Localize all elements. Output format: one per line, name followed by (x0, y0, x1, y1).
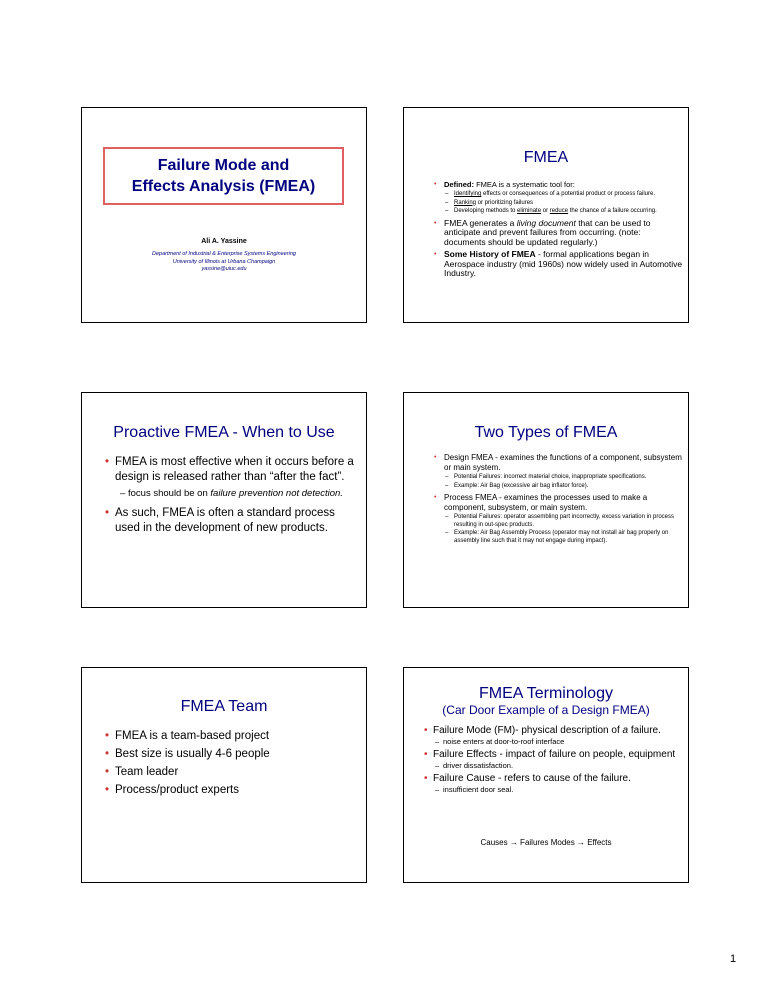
sub-text: Potential Failures: incorrect material choice, inappropriate specifications. (454, 474, 647, 480)
bullet-icon: • (424, 749, 428, 760)
bullet-text: FMEA is a systematic tool for: (474, 180, 575, 189)
bullet-icon: • (105, 748, 110, 760)
bullet-item (424, 749, 683, 770)
bullet-text: Best size is usually 4-6 people (115, 748, 270, 760)
sub-text: Developing methods to (454, 208, 518, 214)
sub-text: the chance of a failure occurring. (568, 208, 657, 214)
bullet-text: Process FMEA - examines the processes used to make a component, subsystem, or main system. (444, 493, 648, 512)
bullet-icon: • (105, 784, 110, 796)
bullet-item (434, 180, 684, 216)
causes-effects-flow: Causes → Failures Modes → Effects (480, 838, 612, 847)
sub-list (435, 761, 683, 770)
bullet-icon: • (434, 219, 437, 227)
bullet-icon: • (424, 725, 428, 736)
bullet-italic: living document (516, 217, 576, 228)
sub-item (445, 482, 684, 491)
bullet-item (424, 773, 683, 794)
sub-text: or (541, 208, 550, 214)
sub-text: insufficient door seal. (443, 785, 514, 794)
bullet-item (105, 783, 355, 798)
bullet-bold: Defined: (444, 180, 474, 189)
sub-item (445, 191, 684, 199)
bullet-list (424, 725, 683, 797)
dash-icon: – (445, 514, 449, 520)
bullet-icon: • (105, 506, 110, 519)
author-name: Ali A. Yassine (201, 238, 247, 245)
sub-list (445, 191, 684, 216)
sub-text: Example: Air Bag Assembly Process (operator may not install air bag properly on assembly line such that it may not engage during impact). (454, 530, 669, 544)
bullet-text: Process/product experts (115, 784, 240, 796)
bullet-item (434, 453, 684, 490)
slide-title: Proactive FMEA - When to Use (113, 424, 335, 441)
slide-fmea-definition (403, 107, 689, 323)
sub-underline: reduce (549, 208, 569, 214)
dash-icon: – (445, 482, 449, 489)
sub-list (120, 488, 360, 500)
bullet-item (434, 493, 684, 545)
bullet-item (424, 725, 683, 746)
affiliation-university: University of Illinois at Urbana Champaign (172, 258, 276, 265)
bullet-icon: • (434, 494, 437, 501)
bullet-italic: a (622, 725, 629, 736)
sub-list (445, 514, 684, 545)
bullet-icon: • (434, 251, 437, 258)
bullet-text: Design FMEA - examines the functions of a component, subsystem or main system. (444, 453, 682, 472)
bullet-item (105, 455, 360, 500)
dash-icon: – (120, 488, 126, 499)
sub-italic: failure prevention not detection. (210, 488, 343, 499)
sub-item (445, 474, 684, 482)
bullet-item (434, 249, 684, 279)
bullet-list (434, 453, 684, 548)
bullet-icon: • (105, 766, 110, 778)
sub-underline: Identifying (454, 191, 482, 197)
sub-text: Example: Air Bag (excessive air bag inflator force). (454, 482, 589, 489)
slide-title: FMEA (523, 149, 569, 166)
sub-text: effects or consequences of a potential product or process failure. (481, 191, 656, 197)
bullet-item (105, 765, 355, 780)
bullet-text: Team leader (115, 766, 179, 778)
sub-item (435, 785, 683, 794)
bullet-icon: • (105, 730, 110, 742)
page-number: 1 (730, 953, 737, 965)
sub-item (445, 530, 684, 545)
dash-icon: – (435, 737, 440, 746)
affiliation (82, 251, 366, 274)
main-title-line2: Effects Analysis (FMEA) (131, 178, 316, 195)
bullet-text: FMEA is most effective when it occurs before a design is released rather than “after the fact”. (115, 456, 354, 483)
bullet-bold: Some History of FMEA (444, 249, 536, 259)
sub-item (435, 737, 683, 746)
sub-item (445, 514, 684, 529)
sub-item (120, 488, 360, 500)
sub-item (445, 199, 684, 208)
bullet-list (434, 180, 684, 282)
bullet-text: Failure Effects - impact of failure on people, equipment (433, 749, 676, 760)
sub-underline: eliminate (517, 208, 542, 214)
bullet-text: - formal applications began in Aerospace industry (mid 1960s) now widely used in Automotive Industry. (444, 249, 683, 278)
dash-icon: – (435, 761, 440, 770)
dash-icon: – (445, 208, 449, 214)
dash-icon: – (445, 530, 449, 536)
author-email: yassine@uiuc.edu (201, 266, 247, 272)
main-title-line1: Failure Mode and (157, 157, 290, 174)
sub-item (445, 208, 684, 216)
bullet-item (434, 217, 684, 248)
bullet-text: Failure Cause - refers to cause of the failure. (433, 773, 631, 784)
bullet-text: FMEA is a team-based project (115, 730, 270, 742)
slide-two-types (403, 392, 689, 608)
bullet-item (105, 729, 355, 744)
bullet-text: failure. (628, 725, 661, 736)
slide-title: FMEA Team (180, 698, 268, 715)
sub-list (435, 785, 683, 794)
slide-title: FMEA Terminology (479, 685, 613, 702)
bullet-text: Failure Mode (FM)- physical description of (433, 725, 623, 736)
slide-fmea-terminology (403, 667, 689, 883)
dash-icon: – (445, 191, 449, 197)
bullet-icon: • (434, 181, 437, 188)
sub-list (445, 474, 684, 490)
sub-text: or prioritizing failures (476, 199, 534, 206)
bullet-item (105, 747, 355, 762)
dash-icon: – (445, 199, 449, 206)
slide-subtitle: (Car Door Example of a Design FMEA) (442, 703, 650, 717)
sub-text: noise enters at door-to-roof interface (443, 737, 565, 746)
sub-item (435, 761, 683, 770)
bullet-text: that can be used to anticipate and prevent failures from occurring. (note: documents should be updated regularly.) (444, 217, 651, 247)
affiliation-department: Department of Industrial & Enterprise Systems Engineering (152, 251, 296, 257)
slide-title-page (81, 107, 367, 323)
sub-text: focus should be on (128, 488, 211, 499)
sub-underline: Ranking (454, 199, 477, 206)
sub-text: driver dissatisfaction. (443, 761, 514, 770)
bullet-icon: • (424, 773, 428, 784)
bullet-text: FMEA generates a (444, 217, 517, 228)
title-box (103, 147, 344, 205)
bullet-list (105, 729, 355, 801)
dash-icon: – (445, 474, 449, 480)
slide-proactive-fmea (81, 392, 367, 608)
bullet-list (105, 455, 360, 542)
bullet-icon: • (434, 454, 437, 461)
slide-title: Two Types of FMEA (474, 424, 618, 441)
bullet-icon: • (105, 456, 110, 468)
sub-text: Potential Failures: operator assembling part incorrectly, excess variation in process resulting in out-spec products. (454, 514, 674, 528)
bullet-text: As such, FMEA is often a standard process used in the development of new products. (115, 506, 335, 534)
slide-fmea-team (81, 667, 367, 883)
bullet-item (105, 506, 360, 536)
sub-list (435, 737, 683, 746)
dash-icon: – (435, 785, 440, 794)
